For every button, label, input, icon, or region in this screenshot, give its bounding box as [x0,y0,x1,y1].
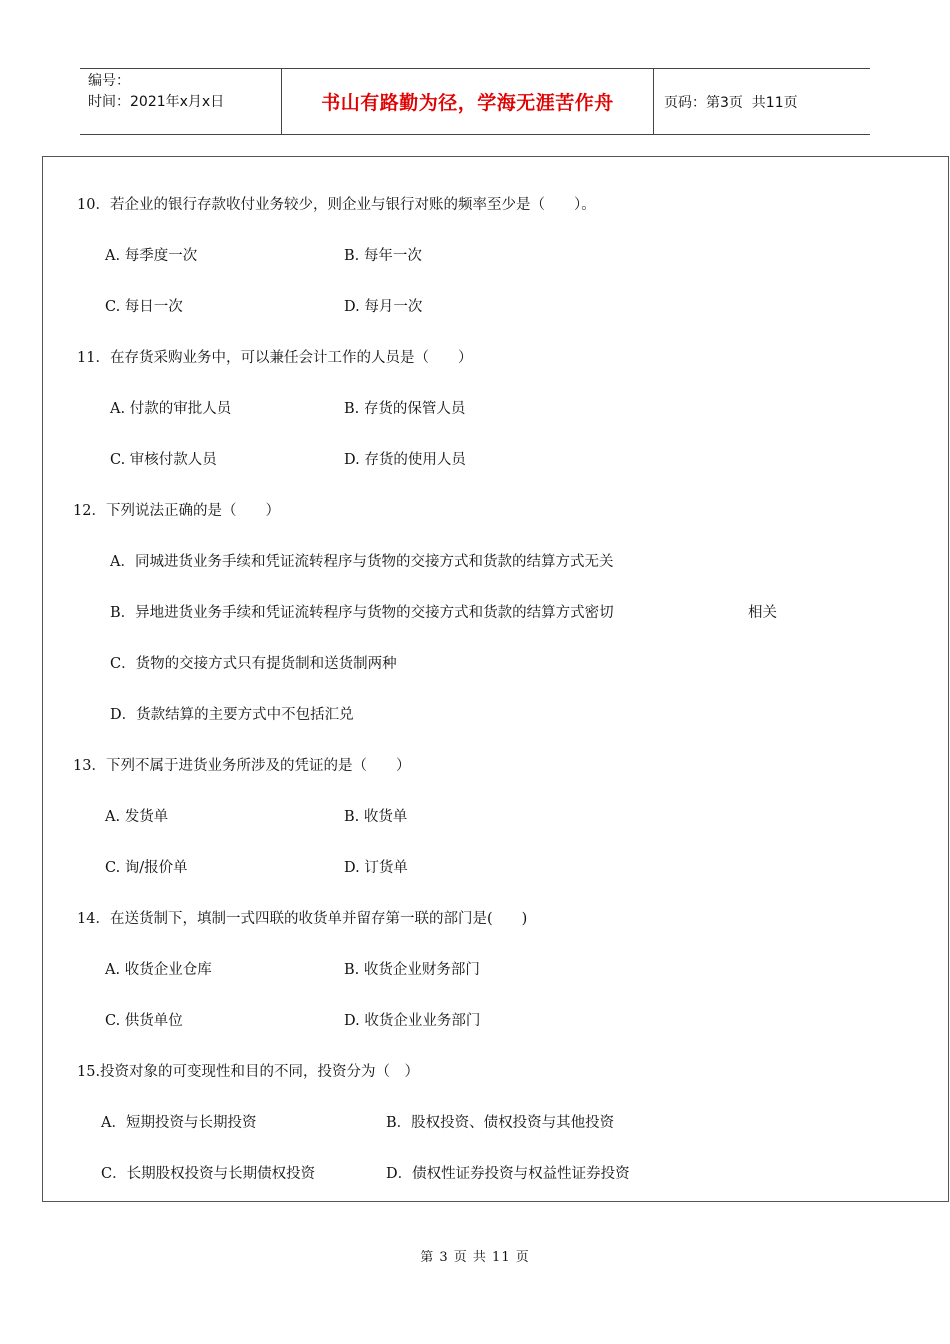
question-12-stem: 12．下列说法正确的是（ ） [73,503,280,519]
question-15-option-c: C．长期股权投资与长期债权投资 [101,1166,316,1182]
question-14-option-c: C. 供货单位 [105,1013,183,1029]
question-10-option-b: B. 每年一次 [344,248,422,264]
question-12-option-c: C．货物的交接方式只有提货制和送货制两种 [110,656,397,672]
question-11-option-d: D. 存货的使用人员 [344,452,466,468]
question-10-option-d: D. 每月一次 [344,299,423,315]
page-footer [0,1246,950,1265]
question-11-option-b: B. 存货的保管人员 [344,401,466,417]
question-box [42,156,949,1202]
question-14-option-b: B. 收货企业财务部门 [344,962,480,978]
question-12-option-b-tail: 相关 [748,605,777,621]
header-motto [282,69,654,134]
question-15-stem: 15.投资对象的可变现性和目的不同，投资分为（ ） [77,1064,420,1080]
question-10-option-a: A. 每季度一次 [105,248,198,264]
header-page-info [654,69,870,134]
footer-page-number: 第 3 页 共 11 页 [420,1250,530,1265]
time-label: 时间：2021年x月x日 [88,94,225,110]
question-14-stem: 14．在送货制下，填制一式四联的收货单并留存第一联的部门是( ) [77,911,528,927]
question-15-option-a: A．短期投资与长期投资 [101,1115,257,1131]
question-11-stem: 11．在存货采购业务中，可以兼任会计工作的人员是（ ） [77,350,473,366]
question-15-option-d: D．债权性证券投资与权益性证券投资 [386,1166,630,1182]
question-10-option-c: C. 每日一次 [105,299,183,315]
header-meta [80,69,282,134]
question-11-option-a: A. 付款的审批人员 [110,401,232,417]
page-label: 页码：第3页 共11页 [664,94,798,111]
number-label: 编号： [88,73,130,89]
question-12-option-d: D．货款结算的主要方式中不包括汇兑 [110,707,354,723]
question-14-option-d: D. 收货企业业务部门 [344,1013,481,1029]
question-12-option-a: A．同城进货业务手续和凭证流转程序与货物的交接方式和货款的结算方式无关 [110,554,614,570]
page-header [80,68,870,135]
question-11-option-c: C. 审核付款人员 [110,452,217,468]
question-13-option-c: C. 询/报价单 [105,860,188,876]
question-15-option-b: B．股权投资、债权投资与其他投资 [386,1115,615,1131]
question-13-option-d: D. 订货单 [344,860,408,876]
question-13-option-a: A. 发货单 [105,809,169,825]
question-12-option-b: B．异地进货业务手续和凭证流转程序与货物的交接方式和货款的结算方式密切 [110,605,614,621]
motto-text: 书山有路勤为径，学海无涯苦作舟 [321,92,614,114]
question-13-option-b: B. 收货单 [344,809,408,825]
question-14-option-a: A. 收货企业仓库 [105,962,212,978]
question-13-stem: 13．下列不属于进货业务所涉及的凭证的是（ ） [73,758,411,774]
question-10-stem: 10．若企业的银行存款收付业务较少，则企业与银行对账的频率至少是（ ）。 [77,197,596,213]
